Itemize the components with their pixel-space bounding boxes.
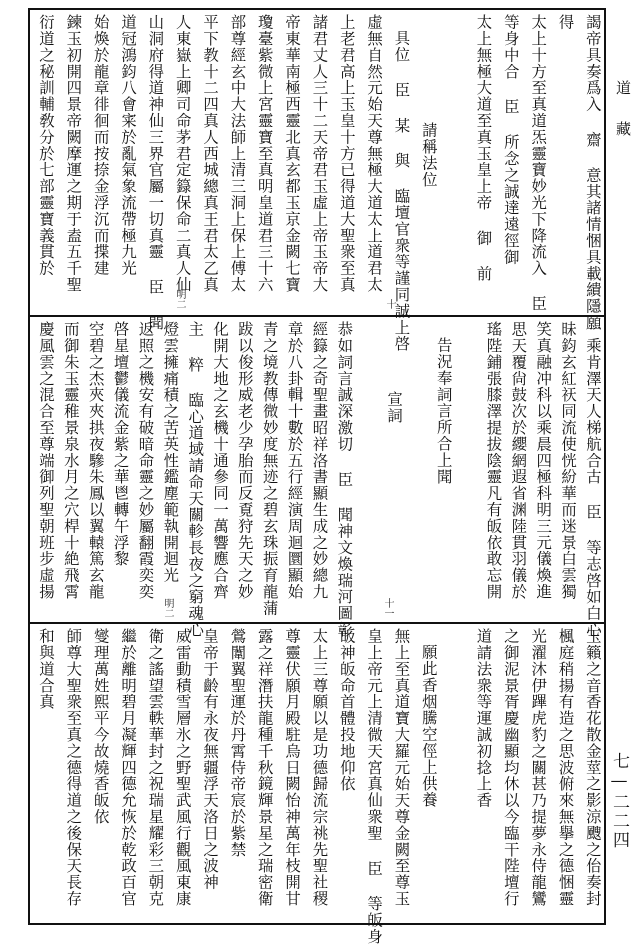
text-column: 帝東華南極西靈北真玄都玉京金闕七寶 [283, 14, 302, 293]
text-column: 慶風雲之混合至尊端御列聖朝班步虛揚 [37, 321, 55, 600]
page-frame [28, 8, 606, 945]
text-column: 昧鈞玄紅祆同流使恍紛華而迷景白雲獨 [559, 321, 578, 600]
text-column: 露之祥潛扶龍種千秋鏡輝景星之瑞密衛 [255, 628, 274, 907]
text-column: 太上三尊願以是功德歸流宗祧先聖社稷 [310, 628, 329, 907]
text-column: 返照之機安有破暗命靈之妙屬翻霞奕奕 [136, 321, 155, 600]
text-column: 瑤陛鋪張膝澤提拔陰靈凡有皈依敢忘開 [484, 321, 503, 600]
text-column: 皇上帝元上清微天宮真仙衆聖 臣 等皈身 [365, 628, 384, 945]
text-column: 光濯沐伊蹕虎豹之關甚乃提夢永侍龍鸞 [529, 628, 548, 907]
text-column: 跋以俊形威老少孕胎而反覔狩先天之妙 [235, 321, 254, 600]
text-column: 等身中合 臣 所念之誠達遠徑御 [501, 14, 520, 266]
text-column [457, 321, 476, 618]
page-number: 七—二二四 [609, 752, 629, 850]
text-column: 道請法衆等運誠初捻上香 [474, 628, 493, 809]
text-column: 燈雲擁痛積之苦英性鑑塵範執開迴光 [161, 321, 180, 584]
text-column: 人東嶽上卿司命茅君定籙保命二真人仙 [173, 14, 192, 293]
text-column: 皈神皈命首體投地仰依 [337, 628, 356, 792]
text-column: 宣詞 [385, 391, 404, 424]
folio-mark-left: 明二 [162, 598, 173, 618]
text-column: 太上十方至真道炁靈寶妙光下降流入 臣 [529, 14, 548, 312]
text-column: 鍊玉初開四景帝闕摩運之期于盍五千聖 [64, 14, 83, 293]
text-band-top [30, 10, 604, 352]
collection-label: 道藏 [614, 80, 632, 162]
column-group-middle [34, 321, 602, 638]
text-column: 化開大地之玄機十通參同一萬響應合齊 [211, 321, 230, 600]
text-column: 告況奉詞言所合上聞 [434, 337, 453, 485]
text-column: 鶯闈翼聖運於丹霄侍帝宸於紫禁 [228, 628, 247, 858]
text-column: 請稱法位 [419, 122, 438, 188]
text-column: 尊靈伏願月殿駐烏日闕怡神萬年枝開甘 [283, 628, 302, 907]
text-column: 得 [556, 14, 575, 31]
folio-mark-right: 十一 [382, 598, 393, 618]
folio-mark-right: 十 [384, 299, 395, 309]
text-column: 空碧之杰夾夾拱夜驂朱鳳以翼轅篤玄龍 [86, 321, 105, 600]
text-column [407, 321, 426, 618]
text-column: 而御朱玉靈稚景泉水月之穴桿十絶飛霄 [61, 321, 80, 600]
text-column [444, 628, 463, 919]
text-column: 青之境教傳微妙度無迹之碧玄珠振育龍蒲 [260, 321, 279, 617]
text-column: 無上至真道寶大羅元始天尊金闕至尊玉 [392, 628, 411, 907]
text-column: 經籙之奇聖畫昭祥洛書顯生成之妙總九 [310, 321, 329, 600]
text-band-middle [30, 317, 604, 638]
text-column: 恭如詞言誠深激切 臣 聞神文煥瑞河圖彰 [335, 321, 354, 638]
text-column: 楓庭稍揚有造之思波俯來無擧之德悃靈 [556, 628, 575, 907]
text-column: 主 粹 臨心道域請命天關軫長夜之窮魂心 [186, 321, 205, 638]
text-column: 繼於離明碧月凝輝四德允恢於乾政百官 [119, 628, 138, 907]
text-column: 玉籟之音香花散金莖之影涼颼之佁奏封 [583, 628, 602, 907]
text-column: 願此香烟騰空俓上供養 [419, 644, 438, 808]
text-column: 啓星壇鬱儀流金紫之華鬯轉午浮黎 [111, 321, 130, 567]
text-column [444, 14, 463, 311]
text-column: 上老君高上玉皇十方已得道大聖衆至真 [337, 14, 356, 293]
text-column: 之御泥景胥慶幽顯均休以今臨干陛壇行 [501, 628, 520, 907]
text-column: 山洞府得道神仙三界官屬一切真靈 臣 聞 [146, 14, 165, 331]
text-column [357, 321, 376, 618]
text-column: 章於八卦輯十數於五行經演周迴圜顯始 [285, 321, 304, 600]
text-column: 平下教十二四真人西城總真王君太乙真 [201, 14, 220, 293]
text-column: 一乘肯澤天人梯航合古 臣 等志啓如白心 [583, 321, 602, 638]
text-column: 思天覆尙鼓次於纓網遐省渊陸貫羽儀於 [509, 321, 528, 600]
text-column: 燮理萬姓熙平今故燒香皈依 [91, 628, 110, 825]
text-column: 謁帝具奏爲入 齋 意其諸情悃具載繢隱願 [583, 14, 602, 331]
text-column: 皇帝于齡有永夜無疆浮天洛日之波神 [201, 628, 220, 891]
text-column: 太上無極大道至真玉皇上帝 御 前 [474, 14, 493, 282]
column-group-bottom [34, 628, 602, 945]
text-column: 道冠鴻鈞八會宷於亂氣象流帶極九光 [119, 14, 138, 277]
folio-mark-left: 明二 [174, 289, 185, 309]
text-column: 和與道合真 [37, 628, 55, 710]
text-column: 虛無自然元始天尊無極大道太上道君太 [365, 14, 384, 293]
text-column: 部尊經玄中大法師上清三洞上保上傅太 [228, 14, 247, 293]
column-group-top [34, 14, 602, 352]
text-column: 瓊臺紫微上宮靈寶至真明皇道君三十六 [255, 14, 274, 293]
text-column: 衛之謠望雲軼華封之祝瑞星耀彩三朝克 [146, 628, 165, 907]
text-column: 諸君丈人三十二天帝君玉虛上帝玉帝大 [310, 14, 329, 293]
text-column: 笑真融冲科以乘晨四極科明三元儀煥進 [534, 321, 553, 600]
text-column: 始煥於龍章徘徊而按捺金浮沉而揲建 [91, 14, 110, 277]
text-column: 威雷動積雪層氷之野聖武風行觀風東康 [173, 628, 192, 907]
text-column: 師尊大聖衆至真之德得道之後保天長存 [64, 628, 83, 907]
text-column: 具位 臣 某 與 臨壇官衆等謹同誠上啓 [392, 30, 411, 352]
text-band-bottom [30, 624, 604, 945]
text-column: 衍道之秘訓輔敎分於七部靈寶義貫於 [37, 14, 55, 277]
